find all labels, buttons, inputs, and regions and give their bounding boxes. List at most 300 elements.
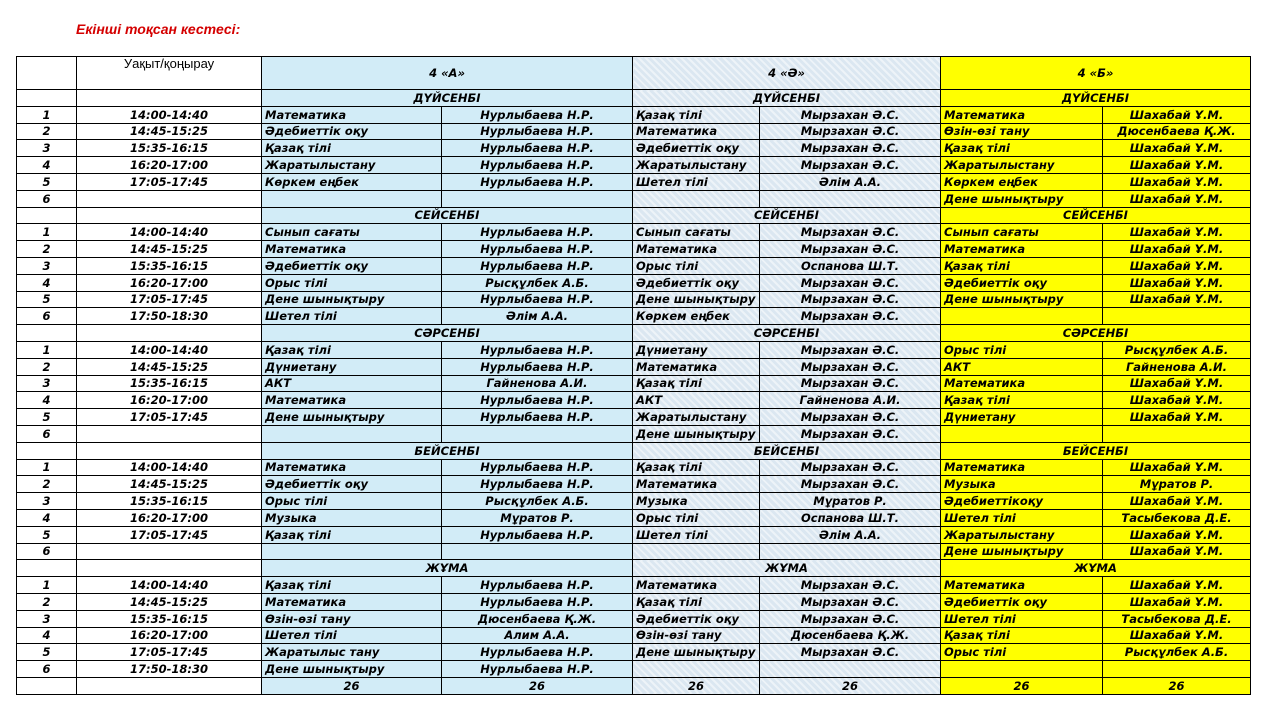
lesson-time: 15:35-16:15: [77, 140, 262, 157]
subject-4b: Қазақ тілі: [941, 392, 1103, 409]
teacher-4ae: Мырзахан Ә.С.: [760, 577, 941, 594]
subject-4a: Қазақ тілі: [262, 140, 442, 157]
subject-4ae: АКТ: [633, 392, 760, 409]
subject-4a: Қазақ тілі: [262, 526, 442, 543]
teacher-4ae: Мырзахан Ә.С.: [760, 593, 941, 610]
teacher-4b: Дюсенбаева Қ.Ж.: [1103, 123, 1251, 140]
lesson-time: 15:35-16:15: [77, 257, 262, 274]
teacher-4b: Шахабай Ұ.М.: [1103, 593, 1251, 610]
subject-4ae: Өзін-өзі тану: [633, 627, 760, 644]
day-blank-cell: [17, 442, 77, 459]
lesson-number: 5: [17, 409, 77, 426]
day-blank-cell: [17, 560, 77, 577]
subject-4b: Математика: [941, 577, 1103, 594]
lesson-number: 2: [17, 358, 77, 375]
lesson-row: [17, 409, 1251, 426]
subject-4a: Жаратылыс тану: [262, 644, 442, 661]
day-name-4a: БЕЙСЕНБІ: [262, 442, 633, 459]
subject-4ae: Дене шынықтыру: [633, 291, 760, 308]
subject-4ae: Жаратылыстану: [633, 157, 760, 174]
teacher-4b: Шахабай Ұ.М.: [1103, 274, 1251, 291]
lesson-row: [17, 493, 1251, 510]
lesson-number: 6: [17, 543, 77, 560]
subject-4b: [941, 308, 1103, 325]
day-name-4a: СӘРСЕНБІ: [262, 325, 633, 342]
teacher-4b: Шахабай Ұ.М.: [1103, 459, 1251, 476]
subject-4ae: Дене шынықтыру: [633, 425, 760, 442]
lesson-time: 14:45-15:25: [77, 241, 262, 258]
subject-4a: Математика: [262, 241, 442, 258]
subject-4a: Шетел тілі: [262, 627, 442, 644]
teacher-4b: Шахабай Ұ.М.: [1103, 375, 1251, 392]
teacher-4ae: Мырзахан Ә.С.: [760, 224, 941, 241]
teacher-4ae: Әлім А.А.: [760, 173, 941, 190]
lesson-row: [17, 543, 1251, 560]
teacher-4b: Рысқұлбек А.Б.: [1103, 644, 1251, 661]
subject-4ae: Сынып сағаты: [633, 224, 760, 241]
teacher-4a: Гайненова А.И.: [442, 375, 633, 392]
teacher-4ae: Мырзахан Ә.С.: [760, 425, 941, 442]
teacher-4a: Нурлыбаева Н.Р.: [442, 123, 633, 140]
lesson-number: 5: [17, 526, 77, 543]
day-name-4ae: ДҮЙСЕНБІ: [633, 90, 941, 107]
subject-4b: [941, 425, 1103, 442]
lesson-number: 4: [17, 392, 77, 409]
lesson-number: 6: [17, 308, 77, 325]
subject-4b: Қазақ тілі: [941, 627, 1103, 644]
lesson-number: 1: [17, 341, 77, 358]
subject-4a: Дене шынықтыру: [262, 409, 442, 426]
lesson-row: [17, 593, 1251, 610]
teacher-4b: Шахабай Ұ.М.: [1103, 157, 1251, 174]
lesson-row: [17, 476, 1251, 493]
teacher-4ae: [760, 543, 941, 560]
subject-4ae: Шетел тілі: [633, 173, 760, 190]
lesson-time: 16:20-17:00: [77, 392, 262, 409]
teacher-4b: Шахабай Ұ.М.: [1103, 224, 1251, 241]
teacher-4a: Әлім А.А.: [442, 308, 633, 325]
lesson-row: [17, 274, 1251, 291]
day-blank-cell: [17, 325, 77, 342]
subject-4ae: [633, 661, 760, 678]
lesson-number: 2: [17, 593, 77, 610]
lesson-time: 17:05-17:45: [77, 526, 262, 543]
subject-4ae: Қазақ тілі: [633, 459, 760, 476]
teacher-4a: Нурлыбаева Н.Р.: [442, 392, 633, 409]
lesson-time: 14:45-15:25: [77, 593, 262, 610]
lesson-row: [17, 661, 1251, 678]
subject-4a: Қазақ тілі: [262, 341, 442, 358]
day-name-4b: БЕЙСЕНБІ: [941, 442, 1251, 459]
lesson-row: [17, 291, 1251, 308]
teacher-4b: Шахабай Ұ.М.: [1103, 627, 1251, 644]
lesson-number: 3: [17, 610, 77, 627]
teacher-4ae: Мырзахан Ә.С.: [760, 106, 941, 123]
teacher-4a: Нурлыбаева Н.Р.: [442, 257, 633, 274]
teacher-4a: Нурлыбаева Н.Р.: [442, 241, 633, 258]
subject-4ae: Әдебиеттік оқу: [633, 610, 760, 627]
subject-4b: Шетел тілі: [941, 509, 1103, 526]
class-header-4ae: 4 «Ә»: [633, 57, 941, 90]
lesson-number: 6: [17, 661, 77, 678]
subject-4b: АКТ: [941, 358, 1103, 375]
lesson-row: [17, 157, 1251, 174]
subject-4b: Жаратылыстану: [941, 157, 1103, 174]
subject-4a: Көркем еңбек: [262, 173, 442, 190]
lesson-time: 14:00-14:40: [77, 224, 262, 241]
teacher-4ae: Оспанова Ш.Т.: [760, 257, 941, 274]
teacher-4a: Нурлыбаева Н.Р.: [442, 157, 633, 174]
subject-4ae: Қазақ тілі: [633, 106, 760, 123]
teacher-4ae: Мырзахан Ә.С.: [760, 409, 941, 426]
total-4b-teachers: 26: [1103, 677, 1251, 694]
day-name-4a: СЕЙСЕНБІ: [262, 207, 633, 224]
subject-4ae: Орыс тілі: [633, 257, 760, 274]
day-header-row: [17, 442, 1251, 459]
teacher-4b: Шахабай Ұ.М.: [1103, 257, 1251, 274]
lesson-time: 15:35-16:15: [77, 610, 262, 627]
subject-4b: [941, 661, 1103, 678]
teacher-4a: Нурлыбаева Н.Р.: [442, 577, 633, 594]
teacher-4a: [442, 425, 633, 442]
header-blank-cell: [17, 57, 77, 90]
subject-4b: Дене шынықтыру: [941, 291, 1103, 308]
subject-4ae: Орыс тілі: [633, 509, 760, 526]
subject-4ae: [633, 543, 760, 560]
class-header-4b: 4 «Б»: [941, 57, 1251, 90]
lesson-time: 16:20-17:00: [77, 627, 262, 644]
lesson-number: 4: [17, 274, 77, 291]
teacher-4ae: Мырзахан Ә.С.: [760, 291, 941, 308]
lesson-number: 2: [17, 476, 77, 493]
teacher-4a: Дюсенбаева Қ.Ж.: [442, 610, 633, 627]
lesson-time: 14:45-15:25: [77, 123, 262, 140]
lesson-time: 17:50-18:30: [77, 661, 262, 678]
subject-4ae: Дүниетану: [633, 341, 760, 358]
lesson-row: [17, 241, 1251, 258]
subject-4b: Орыс тілі: [941, 341, 1103, 358]
lesson-time: 17:05-17:45: [77, 409, 262, 426]
subject-4a: Қазақ тілі: [262, 577, 442, 594]
teacher-4ae: Мырзахан Ә.С.: [760, 123, 941, 140]
teacher-4ae: Гайненова А.И.: [760, 392, 941, 409]
teacher-4ae: Дюсенбаева Қ.Ж.: [760, 627, 941, 644]
day-header-row: [17, 90, 1251, 107]
lesson-row: [17, 375, 1251, 392]
day-header-row: [17, 325, 1251, 342]
lesson-time: 15:35-16:15: [77, 493, 262, 510]
totals-row: [17, 677, 1251, 694]
subject-4a: Математика: [262, 459, 442, 476]
subject-4a: Әдебиеттік оқу: [262, 123, 442, 140]
day-name-4b: ДҮЙСЕНБІ: [941, 90, 1251, 107]
day-blank-cell: [77, 90, 262, 107]
lesson-time: [77, 425, 262, 442]
subject-4ae: Қазақ тілі: [633, 593, 760, 610]
day-blank-cell: [17, 90, 77, 107]
day-name-4ae: БЕЙСЕНБІ: [633, 442, 941, 459]
teacher-4ae: Мұратов Р.: [760, 493, 941, 510]
lesson-number: 4: [17, 157, 77, 174]
teacher-4b: Шахабай Ұ.М.: [1103, 173, 1251, 190]
day-name-4b: ЖҰМА: [941, 560, 1251, 577]
lesson-row: [17, 173, 1251, 190]
day-blank-cell: [17, 207, 77, 224]
teacher-4a: Нурлыбаева Н.Р.: [442, 526, 633, 543]
lesson-row: [17, 526, 1251, 543]
subject-4a: Дүниетану: [262, 358, 442, 375]
lesson-number: 6: [17, 190, 77, 207]
lesson-time: [77, 543, 262, 560]
subject-4a: Орыс тілі: [262, 493, 442, 510]
subject-4ae: Математика: [633, 476, 760, 493]
teacher-4a: Алим А.А.: [442, 627, 633, 644]
teacher-4b: Шахабай Ұ.М.: [1103, 291, 1251, 308]
total-4a-teachers: 26: [442, 677, 633, 694]
teacher-4a: Нурлыбаева Н.Р.: [442, 409, 633, 426]
teacher-4b: Шахабай Ұ.М.: [1103, 190, 1251, 207]
teacher-4b: Шахабай Ұ.М.: [1103, 543, 1251, 560]
subject-4ae: Математика: [633, 577, 760, 594]
day-blank-cell: [77, 442, 262, 459]
teacher-4b: Шахабай Ұ.М.: [1103, 493, 1251, 510]
lesson-time: 14:00-14:40: [77, 106, 262, 123]
teacher-4a: Нурлыбаева Н.Р.: [442, 140, 633, 157]
teacher-4b: Рысқұлбек А.Б.: [1103, 341, 1251, 358]
lesson-time: 17:05-17:45: [77, 644, 262, 661]
lesson-number: 1: [17, 577, 77, 594]
page-title: Екінші тоқсан кестесі:: [76, 21, 241, 37]
lesson-number: 3: [17, 257, 77, 274]
lesson-row: [17, 358, 1251, 375]
lesson-row: [17, 627, 1251, 644]
lesson-time: 14:00-14:40: [77, 341, 262, 358]
lesson-number: 4: [17, 509, 77, 526]
subject-4a: Әдебиеттік оқу: [262, 257, 442, 274]
subject-4ae: Математика: [633, 123, 760, 140]
lesson-number: 3: [17, 493, 77, 510]
subject-4b: Дене шынықтыру: [941, 190, 1103, 207]
total-4b-subjects: 26: [941, 677, 1103, 694]
subject-4a: [262, 425, 442, 442]
totals-blank-cell: [77, 677, 262, 694]
lesson-number: 6: [17, 425, 77, 442]
day-name-4b: СӘРСЕНБІ: [941, 325, 1251, 342]
subject-4a: АКТ: [262, 375, 442, 392]
lesson-time: 14:00-14:40: [77, 459, 262, 476]
day-header-row: [17, 560, 1251, 577]
day-name-4a: ЖҰМА: [262, 560, 633, 577]
lesson-time: 14:45-15:25: [77, 358, 262, 375]
lesson-number: 5: [17, 291, 77, 308]
teacher-4a: Нурлыбаева Н.Р.: [442, 644, 633, 661]
teacher-4b: Шахабай Ұ.М.: [1103, 392, 1251, 409]
lesson-number: 1: [17, 459, 77, 476]
teacher-4a: Нурлыбаева Н.Р.: [442, 106, 633, 123]
lesson-row: [17, 123, 1251, 140]
teacher-4a: [442, 190, 633, 207]
total-4ae-teachers: 26: [760, 677, 941, 694]
lesson-row: [17, 308, 1251, 325]
subject-4b: Математика: [941, 241, 1103, 258]
subject-4b: Жаратылыстану: [941, 526, 1103, 543]
teacher-4b: Шахабай Ұ.М.: [1103, 241, 1251, 258]
subject-4a: Сынып сағаты: [262, 224, 442, 241]
teacher-4ae: Мырзахан Ә.С.: [760, 140, 941, 157]
subject-4ae: Әдебиеттік оқу: [633, 274, 760, 291]
teacher-4ae: Оспанова Ш.Т.: [760, 509, 941, 526]
subject-4a: [262, 543, 442, 560]
subject-4b: Математика: [941, 375, 1103, 392]
lesson-row: [17, 610, 1251, 627]
subject-4a: Жаратылыстану: [262, 157, 442, 174]
subject-4a: Дене шынықтыру: [262, 661, 442, 678]
lesson-row: [17, 224, 1251, 241]
class-header-4a: 4 «А»: [262, 57, 633, 90]
lesson-time: 16:20-17:00: [77, 509, 262, 526]
lesson-row: [17, 190, 1251, 207]
lesson-time: 17:50-18:30: [77, 308, 262, 325]
lesson-number: 2: [17, 123, 77, 140]
day-name-4ae: ЖҰМА: [633, 560, 941, 577]
teacher-4ae: Мырзахан Ә.С.: [760, 241, 941, 258]
lesson-row: [17, 509, 1251, 526]
subject-4b: Әдебиеттік оқу: [941, 593, 1103, 610]
teacher-4b: Тасыбекова Д.Е.: [1103, 509, 1251, 526]
teacher-4a: Нурлыбаева Н.Р.: [442, 593, 633, 610]
lesson-time: 16:20-17:00: [77, 274, 262, 291]
subject-4b: Әдебиеттік оқу: [941, 274, 1103, 291]
subject-4ae: Жаратылыстану: [633, 409, 760, 426]
subject-4b: Шетел тілі: [941, 610, 1103, 627]
lesson-row: [17, 341, 1251, 358]
teacher-4ae: Мырзахан Ә.С.: [760, 476, 941, 493]
subject-4ae: Математика: [633, 241, 760, 258]
lesson-time: [77, 190, 262, 207]
subject-4ae: Көркем еңбек: [633, 308, 760, 325]
teacher-4ae: Мырзахан Ә.С.: [760, 274, 941, 291]
subject-4b: Математика: [941, 106, 1103, 123]
teacher-4a: [442, 543, 633, 560]
teacher-4b: Мұратов Р.: [1103, 476, 1251, 493]
lesson-row: [17, 257, 1251, 274]
subject-4b: Математика: [941, 459, 1103, 476]
lesson-time: 17:05-17:45: [77, 291, 262, 308]
teacher-4b: Гайненова А.И.: [1103, 358, 1251, 375]
day-blank-cell: [77, 560, 262, 577]
lesson-time: 17:05-17:45: [77, 173, 262, 190]
teacher-4b: Тасыбекова Д.Е.: [1103, 610, 1251, 627]
subject-4ae: [633, 190, 760, 207]
teacher-4ae: [760, 190, 941, 207]
lesson-time: 14:45-15:25: [77, 476, 262, 493]
day-name-4a: ДҮЙСЕНБІ: [262, 90, 633, 107]
teacher-4ae: [760, 661, 941, 678]
subject-4ae: Математика: [633, 358, 760, 375]
lesson-number: 2: [17, 241, 77, 258]
teacher-4ae: Мырзахан Ә.С.: [760, 375, 941, 392]
teacher-4a: Нурлыбаева Н.Р.: [442, 173, 633, 190]
subject-4ae: Әдебиеттік оқу: [633, 140, 760, 157]
teacher-4a: Нурлыбаева Н.Р.: [442, 341, 633, 358]
teacher-4ae: Әлім А.А.: [760, 526, 941, 543]
teacher-4b: [1103, 661, 1251, 678]
totals-blank-cell: [17, 677, 77, 694]
subject-4ae: Қазақ тілі: [633, 375, 760, 392]
subject-4b: Көркем еңбек: [941, 173, 1103, 190]
lesson-number: 1: [17, 224, 77, 241]
teacher-4ae: Мырзахан Ә.С.: [760, 644, 941, 661]
subject-4ae: Дене шынықтыру: [633, 644, 760, 661]
subject-4b: Қазақ тілі: [941, 257, 1103, 274]
subject-4a: Әдебиеттік оқу: [262, 476, 442, 493]
teacher-4a: Рысқұлбек А.Б.: [442, 493, 633, 510]
day-name-4ae: СӘРСЕНБІ: [633, 325, 941, 342]
subject-4b: Дене шынықтыру: [941, 543, 1103, 560]
subject-4a: Математика: [262, 593, 442, 610]
subject-4b: Өзін-өзі тану: [941, 123, 1103, 140]
subject-4a: Математика: [262, 392, 442, 409]
teacher-4b: [1103, 425, 1251, 442]
subject-4b: Сынып сағаты: [941, 224, 1103, 241]
subject-4b: Орыс тілі: [941, 644, 1103, 661]
teacher-4b: Шахабай Ұ.М.: [1103, 577, 1251, 594]
teacher-4a: Нурлыбаева Н.Р.: [442, 661, 633, 678]
subject-4a: Орыс тілі: [262, 274, 442, 291]
subject-4a: Шетел тілі: [262, 308, 442, 325]
teacher-4b: Шахабай Ұ.М.: [1103, 526, 1251, 543]
header-row: [17, 57, 1251, 90]
teacher-4ae: Мырзахан Ә.С.: [760, 341, 941, 358]
subject-4a: Дене шынықтыру: [262, 291, 442, 308]
subject-4b: Дүниетану: [941, 409, 1103, 426]
subject-4ae: Шетел тілі: [633, 526, 760, 543]
lesson-number: 5: [17, 644, 77, 661]
subject-4a: [262, 190, 442, 207]
day-blank-cell: [77, 207, 262, 224]
subject-4ae: Музыка: [633, 493, 760, 510]
time-column-header: Уақыт/қоңырау: [77, 57, 262, 90]
day-name-4ae: СЕЙСЕНБІ: [633, 207, 941, 224]
teacher-4ae: Мырзахан Ә.С.: [760, 308, 941, 325]
schedule-table: [16, 56, 1251, 695]
day-name-4b: СЕЙСЕНБІ: [941, 207, 1251, 224]
subject-4a: Музыка: [262, 509, 442, 526]
total-4ae-subjects: 26: [633, 677, 760, 694]
lesson-row: [17, 140, 1251, 157]
total-4a-subjects: 26: [262, 677, 442, 694]
subject-4b: Музыка: [941, 476, 1103, 493]
teacher-4b: [1103, 308, 1251, 325]
subject-4a: Өзін-өзі тану: [262, 610, 442, 627]
teacher-4a: Нурлыбаева Н.Р.: [442, 476, 633, 493]
teacher-4a: Мұратов Р.: [442, 509, 633, 526]
lesson-number: 5: [17, 173, 77, 190]
lesson-row: [17, 392, 1251, 409]
lesson-row: [17, 106, 1251, 123]
lesson-time: 14:00-14:40: [77, 577, 262, 594]
day-header-row: [17, 207, 1251, 224]
subject-4b: Қазақ тілі: [941, 140, 1103, 157]
teacher-4a: Нурлыбаева Н.Р.: [442, 224, 633, 241]
lesson-number: 3: [17, 375, 77, 392]
lesson-row: [17, 577, 1251, 594]
teacher-4ae: Мырзахан Ә.С.: [760, 358, 941, 375]
lesson-number: 4: [17, 627, 77, 644]
teacher-4a: Рысқұлбек А.Б.: [442, 274, 633, 291]
teacher-4b: Шахабай Ұ.М.: [1103, 106, 1251, 123]
teacher-4ae: Мырзахан Ә.С.: [760, 610, 941, 627]
